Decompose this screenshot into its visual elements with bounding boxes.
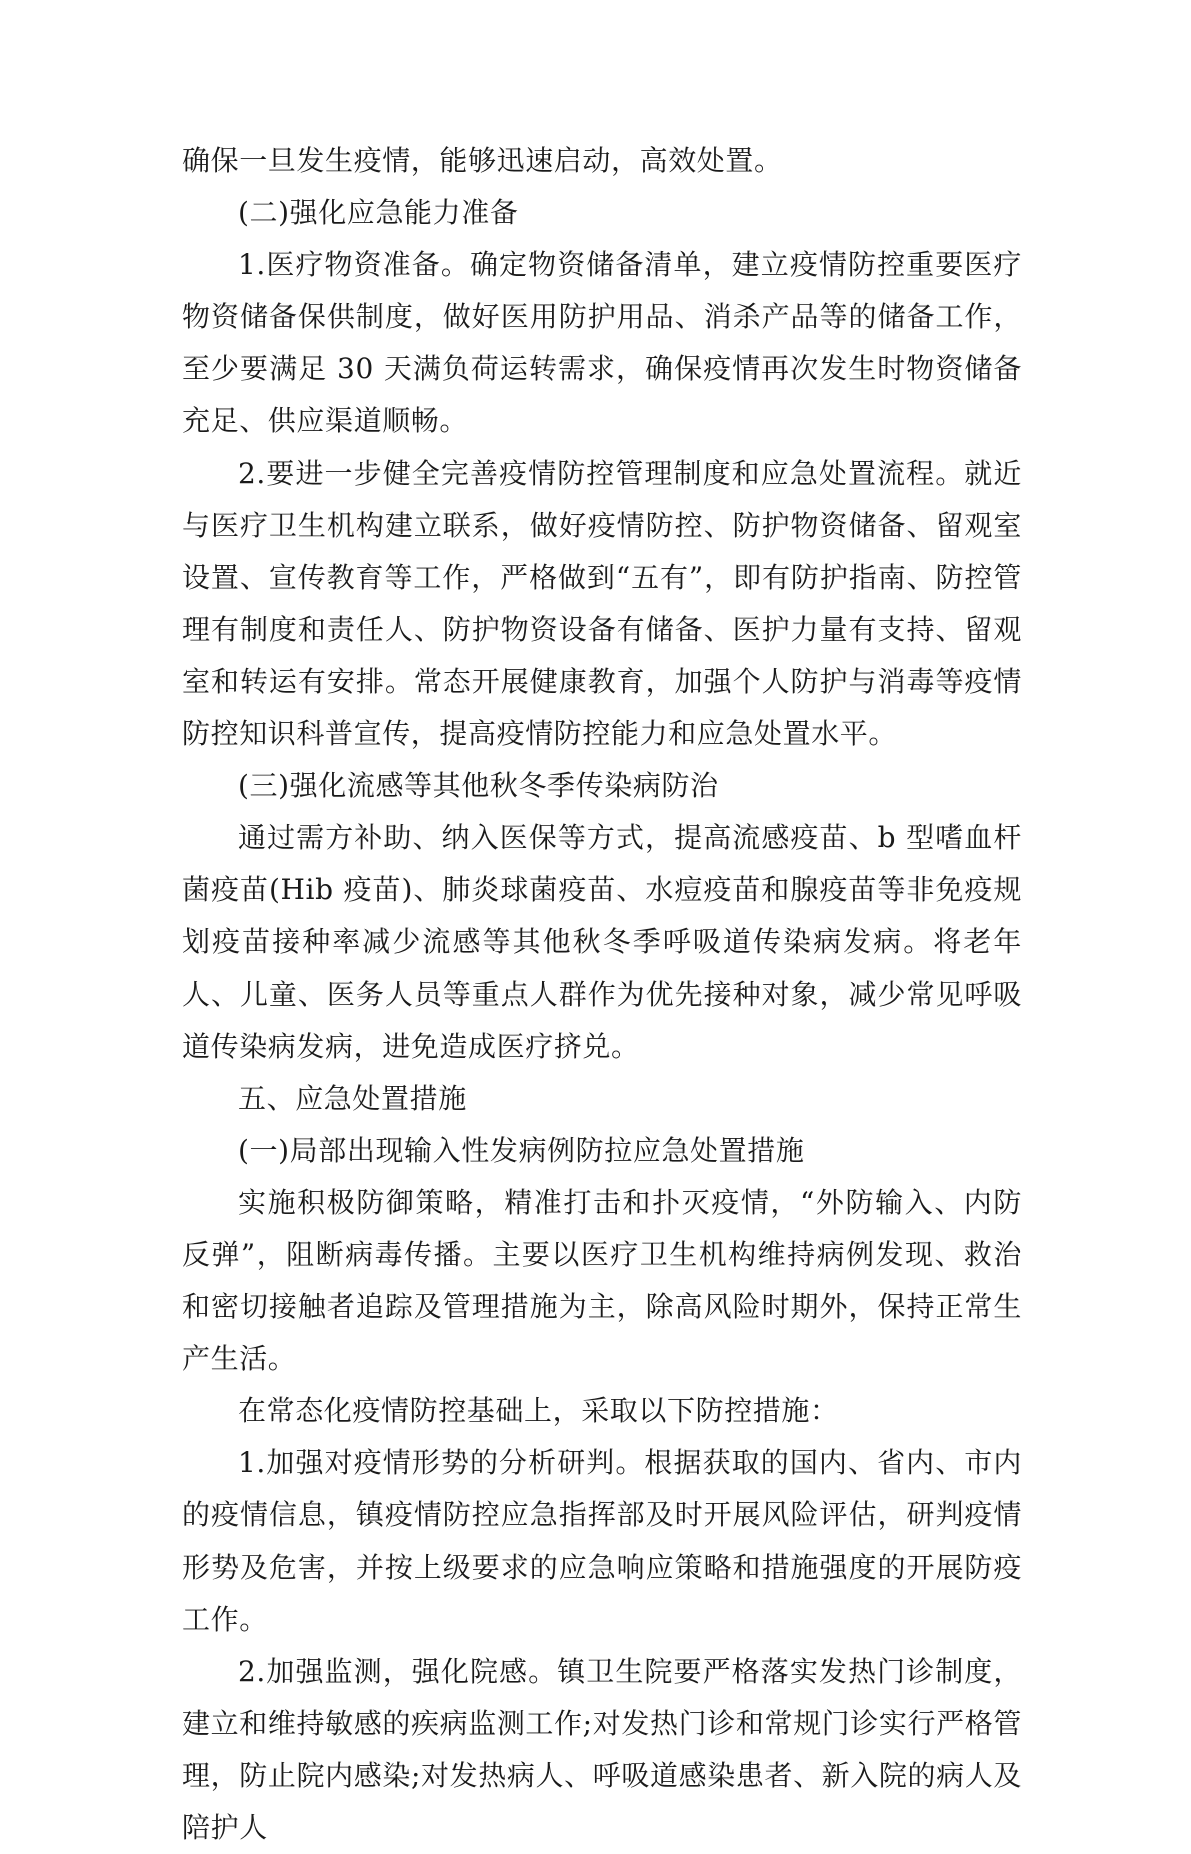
paragraph-3: 1.医疗物资准备。确定物资储备清单，建立疫情防控重要医疗物资储备保供制度，做好医用防护用品、消杀产品等的储备工作，至少要满足 30 天满负荷运转需求，确保疫情再次发生时物资储备充足、供应渠道顺畅。 [182, 248, 1022, 438]
document-page [182, 135, 1022, 1854]
paragraph-11: 1.加强对疫情形势的分析研判。根据获取的国内、省内、市内的疫情信息，镇疫情防控应急指挥部及时开展风险评估，研判疫情形势及危害，并按上级要求的应急响应策略和措施强度的开展防疫工作。 [182, 1446, 1022, 1636]
paragraph-9: 实施积极防御策略，精准打击和扑灭疫情，“外防输入、内防反弹”，阻断病毒传播。主要以医疗卫生机构维持病例发现、救治和密切接触者追踪及管理措施为主，除高风险时期外，保持正常生产生活。 [182, 1185, 1022, 1376]
section-heading-7: 五、应急处置措施 [238, 1081, 467, 1115]
paragraph-10: 在常态化疫情防控基础上，采取以下防控措施： [238, 1394, 839, 1428]
paragraph-12: 2.加强监测，强化院感。镇卫生院要严格落实发热门诊制度，建立和维持敏感的疾病监测工作;对发热门诊和常规门诊实行严格管理，防止院内感染;对发热病人、呼吸道感染患者、新入院的病人及陪护人 [182, 1654, 1022, 1844]
paragraph-6: 通过需方补助、纳入医保等方式，提高流感疫苗、b 型嗜血杆菌疫苗(Hib 疫苗)、肺炎球菌疫苗、水痘疫苗和腺疫苗等非免疫规划疫苗接种率减少流感等其他秋冬季呼吸道传染病发病。将老年人、儿童、医务人员等重点人群作为优先接种对象，减少常见呼吸道传染病发病，进免造成医疗挤兑。 [182, 821, 1022, 1063]
section-heading-2: (二)强化应急能力准备 [238, 196, 519, 230]
paragraph-4: 2.要进一步健全完善疫情防控管理制度和应急处置流程。就近与医疗卫生机构建立联系，做好疫情防控、防护物资储备、留观室设置、宣传教育等工作，严格做到“五有”，即有防护指南、防控管理有制度和责任人、防护物资设备有储备、医护力量有支持、留观室和转运有安排。常态开展健康教育，加强个人防护与消毒等疫情防控知识科普宣传，提高疫情防控能力和应急处置水平。 [182, 456, 1022, 751]
section-heading-8: (一)局部出现输入性发病例防拉应急处置措施 [238, 1133, 805, 1167]
paragraph-1: 确保一旦发生疫情，能够迅速启动，高效处置。 [182, 144, 783, 177]
section-heading-5: (三)强化流感等其他秋冬季传染病防治 [238, 769, 719, 803]
